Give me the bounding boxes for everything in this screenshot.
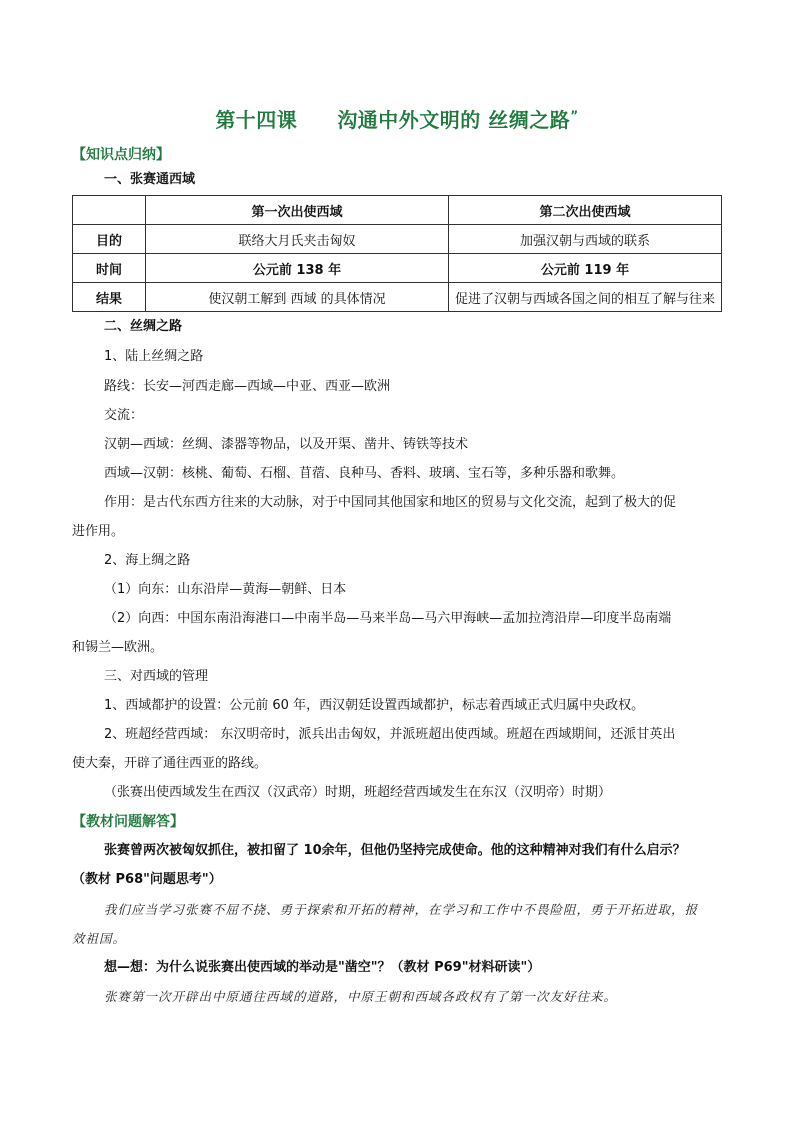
table-row [73,254,722,283]
row-label: 结果 [73,283,146,312]
sea-route-title: 2、海上绸之路 [104,553,191,568]
table-cell: 联络大月氏夹击匈奴 [146,225,449,254]
table-header-cell: 第一次出使西域 [146,196,449,225]
row-label: 目的 [73,225,146,254]
answer-2: 张赛第一次开辟出中原通往西域的道路，中原王朝和西域各政权有了第一次友好往来。 [104,989,618,1004]
question-2: 想—想：为什么说张赛出使西域的举动是"凿空"？（教材 P69"材料研读"） [104,960,541,975]
title-topic: 沟通中外文明的 丝绸之路 [337,108,571,132]
sea-route-west-line2: 和锡兰—欧洲。 [72,640,164,655]
heading-silk-road: 二、丝绸之路 [104,319,183,334]
missions-table [72,195,722,312]
exchange-label: 交流： [104,408,144,423]
heading-management: 三、对西域的管理 [104,669,209,684]
banchao-text-line2: 使大秦，开辟了通往西亚的路线。 [72,756,268,771]
table-cell: 使汉朝工解到 西域 的具体情况 [146,283,449,312]
table-cell: 公元前 119 年 [449,254,722,283]
section-knowledge-heading: 【知识点归纳】 [72,147,170,163]
effect-text-line2: 进作用。 [72,524,125,539]
table-header-row [73,196,722,225]
question-1-line1: 张赛曾两次被匈奴抓住，被扣留了 10余年，但他仍坚持完成使命。他的这种精神对我们有什么启示？ [104,843,686,858]
table-row [73,283,722,312]
page-title [0,104,794,133]
answer-1-line2: 效祖国。 [72,931,127,946]
table-header-cell: 第二次出使西域 [449,196,722,225]
sea-route-east: （1）向东：山东沿岸—黄海—朝鲜、日本 [104,582,347,597]
duhu-text: 1、西域都护的设置：公元前 60 年，西汉朝廷设置西域都护，标志着西域正式归属中央政权。 [104,698,645,713]
answer-1-line1: 我们应当学习张赛不屈不挠、勇于探索和开拓的精神，在学习和工作中不畏险阻，勇于开拓进取，报 [104,902,699,917]
table-row [73,225,722,254]
table-cell: 加强汉朝与西域的联系 [449,225,722,254]
sea-route-west-line1: （2）向西：中国东南沿海港口—中南半岛—马来半岛—马六甲海峡—孟加拉湾沿岸—印度半岛南端 [104,611,672,626]
question-1-line2: （教材 P68"问题思考"） [72,872,222,887]
table-cell: 公元前 138 年 [146,254,449,283]
table-cell: 促进了汉朝与西域各国之间的相互了解与往来 [449,283,722,312]
land-route-title: 1、陆上丝绸之路 [104,349,204,364]
title-lesson: 第十四课 [215,108,298,132]
heading-zhangqian: 一、张赛通西域 [104,172,196,187]
title-quote: ” [570,108,579,123]
section-qa-heading: 【教材问题解答】 [72,814,184,830]
table-corner-cell [73,196,146,225]
land-route-path: 路线：长安—河西走廊—西域—中亚、西亚—欧洲 [104,379,391,394]
row-label: 时间 [73,254,146,283]
period-note: （张赛出使西域发生在西汉（汉武帝）时期，班超经营西域发生在东汉（汉明帝）时期） [104,785,612,800]
effect-text-line1: 作用：是古代东西方往来的大动脉，对于中国同其他国家和地区的贸易与文化交流，起到了极大的促 [104,495,677,510]
west-to-han-text: 西域—汉朝：核桃、葡萄、石榴、苜蓿、良种马、香料、玻璃、宝石等，多种乐器和歌舞。 [104,466,625,481]
han-to-west-text: 汉朝—西域：丝绸、漆器等物品，以及开渠、凿井、铸铁等技术 [104,437,469,452]
banchao-text-line1: 2、班超经营西域： 东汉明帝时，派兵出击匈奴，并派班超出使西域。班超在西域期间，还派甘英出 [104,727,676,742]
